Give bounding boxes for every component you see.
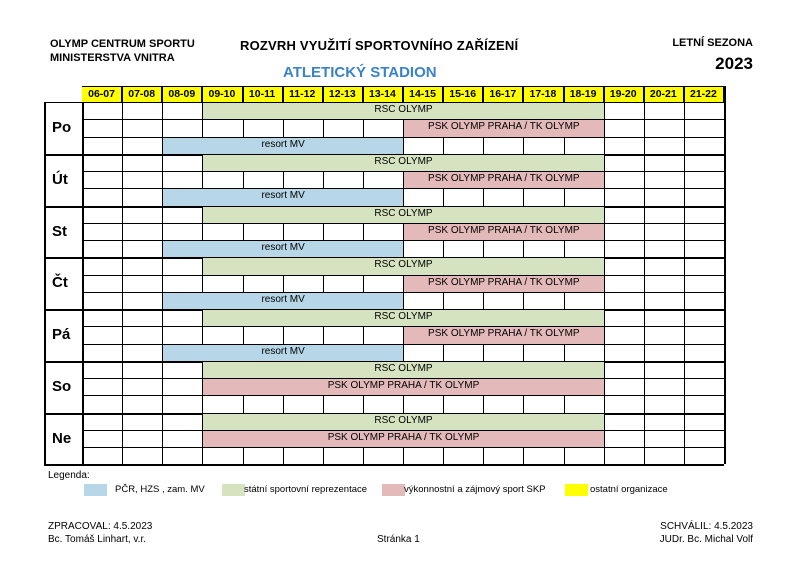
- schedule-bar: resort MV: [162, 240, 404, 258]
- hour-header: 19-20: [604, 86, 644, 102]
- schedule-bar: RSC OLYMP: [202, 257, 604, 275]
- legend-swatch: [565, 484, 588, 496]
- schedule-bar: PSK OLYMP PRAHA / TK OLYMP: [403, 275, 605, 293]
- hour-header: 20-21: [644, 86, 684, 102]
- schedule-bar: resort MV: [162, 188, 404, 206]
- schedule-bar: RSC OLYMP: [202, 206, 604, 224]
- approved-date: SCHVÁLIL: 4.5.2023: [660, 521, 753, 532]
- day-label: Út: [52, 170, 68, 188]
- grid-line: [122, 86, 123, 464]
- hour-header: 06-07: [82, 86, 122, 102]
- approved-by: JUDr. Bc. Michal Volf: [659, 534, 753, 545]
- hour-header: 18-19: [564, 86, 604, 102]
- schedule-bar: RSC OLYMP: [202, 361, 604, 379]
- schedule-bar: resort MV: [162, 137, 404, 155]
- approved-info: [660, 520, 753, 546]
- grid-line: [44, 464, 724, 466]
- schedule-bar: PSK OLYMP PRAHA / TK OLYMP: [403, 119, 605, 137]
- org-line-1: OLYMP CENTRUM SPORTU: [50, 38, 195, 50]
- legend-swatch: [84, 484, 107, 496]
- grid-line: [724, 86, 726, 464]
- legend-label: PČR, HZS , zam. MV: [115, 484, 205, 495]
- schedule-bar: PSK OLYMP PRAHA / TK OLYMP: [403, 171, 605, 189]
- hour-header: 13-14: [363, 86, 403, 102]
- day-label: So: [52, 377, 72, 395]
- schedule-bar: PSK OLYMP PRAHA / TK OLYMP: [403, 326, 605, 344]
- legend-label: státní sportovní reprezentace: [244, 484, 368, 495]
- schedule-bar: resort MV: [162, 292, 404, 310]
- grid-line: [44, 102, 46, 464]
- season-label: LETNÍ SEZONA: [672, 37, 753, 49]
- schedule-bar: RSC OLYMP: [202, 413, 604, 431]
- hour-header: 11-12: [283, 86, 323, 102]
- page-number: Stránka 1: [377, 534, 420, 545]
- hour-header: 12-13: [323, 86, 363, 102]
- schedule-grid: [44, 86, 724, 468]
- org-line-2: MINISTERSTVA VNITRA: [50, 52, 175, 64]
- legend-title: Legenda:: [48, 470, 90, 481]
- day-label: Ne: [52, 429, 72, 447]
- schedule-bar: RSC OLYMP: [202, 154, 604, 172]
- hour-header: 09-10: [202, 86, 242, 102]
- hour-header: 21-22: [684, 86, 724, 102]
- day-label: Po: [52, 119, 72, 136]
- facility-name: ATLETICKÝ STADION: [283, 64, 437, 81]
- season-year: 2023: [715, 54, 753, 73]
- schedule-bar: PSK OLYMP PRAHA / TK OLYMP: [202, 430, 604, 448]
- processed-by: Bc. Tomáš Linhart, v.r.: [48, 534, 147, 545]
- grid-line: [644, 86, 645, 464]
- hour-header: 07-08: [122, 86, 162, 102]
- processed-info: [48, 520, 152, 546]
- legend-swatch: [222, 484, 245, 496]
- hour-header: 10-11: [243, 86, 283, 102]
- day-label: Čt: [52, 274, 68, 292]
- schedule-bar: RSC OLYMP: [202, 102, 604, 120]
- legend-label: ostatní organizace: [590, 484, 668, 495]
- hour-header: 08-09: [162, 86, 202, 102]
- schedule-bar: RSC OLYMP: [202, 309, 604, 327]
- processed-date: ZPRACOVAL: 4.5.2023: [48, 521, 153, 532]
- hour-header: 16-17: [483, 86, 523, 102]
- schedule-bar: PSK OLYMP PRAHA / TK OLYMP: [403, 223, 605, 241]
- legend-swatch: [382, 484, 405, 496]
- organization-name: [50, 37, 195, 65]
- day-label: St: [52, 222, 67, 240]
- hour-header: 14-15: [403, 86, 443, 102]
- legend-label: výkonnostní a zájmový sport SKP: [404, 484, 546, 495]
- grid-line: [684, 86, 685, 464]
- hour-header: 17-18: [523, 86, 563, 102]
- hour-header: 15-16: [443, 86, 483, 102]
- schedule-bar: PSK OLYMP PRAHA / TK OLYMP: [202, 378, 604, 396]
- grid-line: [82, 102, 84, 464]
- schedule-bar: resort MV: [162, 344, 404, 362]
- day-label: Pá: [52, 326, 71, 343]
- document-title: ROZVRH VYUŽITÍ SPORTOVNÍHO ZAŘÍZENÍ: [240, 38, 519, 53]
